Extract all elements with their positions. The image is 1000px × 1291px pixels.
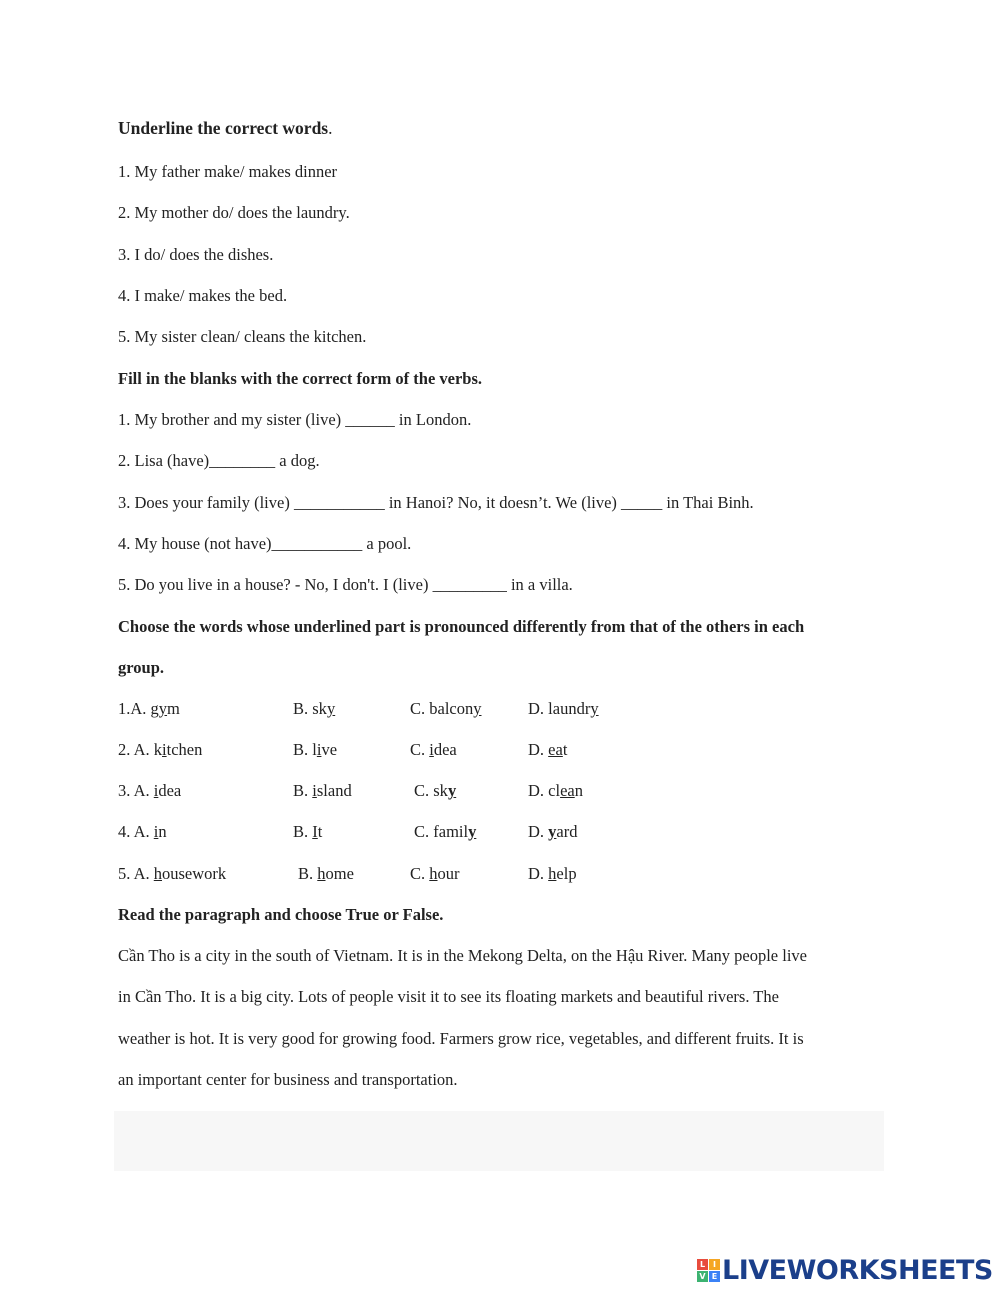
q1-option-a [118,699,180,719]
option-post: tchen [166,740,203,759]
option-post: ard [556,822,578,841]
option-pre: C. [410,740,430,759]
section3-title-line1: Choose the words whose underlined part is pronounced differently from that of the others in each [118,617,805,636]
option-pre: B. [293,781,313,800]
q4-option-b [293,822,322,842]
option-underlined: i [153,822,159,841]
section1-item-5: 5. My sister clean/ cleans the kitchen. [118,327,367,346]
section3-title-line2: group. [118,658,165,677]
option-pre: C. balcon [410,699,474,718]
option-underlined: y [447,781,457,800]
section2-item-4: 4. My house (not have)___________ a pool. [118,534,412,553]
option-post: n [158,822,167,841]
option-post: t [562,740,568,759]
option-post: sland [316,781,352,800]
logo-block: L [697,1259,708,1270]
option-pre: 1.A. g [118,699,159,718]
option-underlined: y [158,699,168,718]
logo-block: E [709,1271,720,1282]
paragraph-line-2: in Cần Tho. It is a big city. Lots of people visit it to see its floating markets and beautiful rivers. The [118,987,779,1006]
q5-option-b [298,864,354,884]
option-underlined: i [316,740,322,759]
q2-option-d [528,740,567,760]
liveworksheets-logo [697,1253,993,1287]
option-underlined: ea [560,781,575,800]
option-pre: B. [293,822,313,841]
option-underlined: h [548,864,557,883]
section2-title: Fill in the blanks with the correct form of the verbs. [118,369,483,388]
q1-option-d [528,699,599,719]
option-post: our [437,864,460,883]
option-underlined: ea [548,740,563,759]
section2-item-5: 5. Do you live in a house? - No, I don't. I (live) _________ in a villa. [118,575,573,594]
option-underlined: I [312,822,318,841]
logo-blocks-icon [697,1259,720,1282]
option-underlined: i [162,740,167,759]
option-post: elp [556,864,577,883]
option-post: ome [325,864,354,883]
q3-option-b [293,781,352,801]
section1-item-3: 3. I do/ does the dishes. [118,245,274,264]
q5-option-c [410,864,460,884]
option-pre: C. sk [414,781,448,800]
section2-item-3: 3. Does your family (live) ___________ in Hanoi? No, it doesn’t. We (live) _____ in Thai Binh. [118,493,754,512]
q5-option-d [528,864,577,884]
section1-item-1: 1. My father make/ makes dinner [118,162,338,181]
option-underlined: y [326,699,336,718]
q2-option-a [118,740,202,760]
option-pre: 2. A. k [118,740,163,759]
option-pre: D. [528,740,549,759]
logo-block: I [709,1259,720,1270]
option-pre: D. laundr [528,699,591,718]
option-post: ousework [162,864,227,883]
q1-option-b [293,699,335,719]
option-post: dea [158,781,182,800]
option-post: m [167,699,180,718]
option-post: n [574,781,583,800]
paragraph-line-4: an important center for business and transportation. [118,1070,458,1089]
option-pre: D. cl [528,781,561,800]
option-underlined: h [317,864,326,883]
logo-block: V [697,1271,708,1282]
option-post: t [317,822,323,841]
option-underlined: i [312,781,317,800]
option-pre: D. [528,864,549,883]
option-underlined: h [153,864,163,883]
option-pre: 5. A. [118,864,154,883]
q4-option-d [528,822,578,842]
option-pre: D. [528,822,549,841]
section1-item-2: 2. My mother do/ does the laundry. [118,203,350,222]
section1-title-dot: . [328,118,333,138]
paragraph-line-3: weather is hot. It is very good for growing food. Farmers grow rice, vegetables, and different fruits. It is [118,1029,804,1048]
option-post: dea [433,740,457,759]
q2-option-b [293,740,337,760]
true-false-answer-area[interactable] [114,1111,884,1171]
paragraph-line-1: Cần Tho is a city in the south of Vietnam. It is in the Mekong Delta, on the Hậu River. Many people live [118,946,807,965]
q3-option-a [118,781,181,801]
option-underlined: y [548,822,557,841]
q5-option-a [118,864,226,884]
logo-text: LIVEWORKSHEETS [722,1254,993,1286]
section1-title-text: Underline the correct words [118,118,329,138]
option-underlined: y [590,699,599,718]
option-pre: 4. A. [118,822,154,841]
option-pre: B. l [293,740,317,759]
option-pre: 3. A. [118,781,154,800]
q4-option-c [414,822,476,842]
q4-option-a [118,822,167,842]
q1-option-c [410,699,482,719]
section2-item-2: 2. Lisa (have)________ a dog. [118,451,320,470]
option-post: ve [321,740,338,759]
section2-item-1: 1. My brother and my sister (live) ______ in London. [118,410,472,429]
option-pre: C. famil [414,822,469,841]
option-pre: B. sk [293,699,327,718]
option-underlined: y [473,699,482,718]
section4-title: Read the paragraph and choose True or False. [118,905,444,924]
q2-option-c [410,740,457,760]
option-underlined: h [429,864,438,883]
section1-title [118,118,333,138]
section1-item-4: 4. I make/ makes the bed. [118,286,288,305]
q3-option-d [528,781,583,801]
option-underlined: y [468,822,477,841]
option-pre: B. [298,864,318,883]
q3-option-c [414,781,456,801]
option-pre: C. [410,864,430,883]
option-underlined: i [429,740,434,759]
option-underlined: i [153,781,159,800]
